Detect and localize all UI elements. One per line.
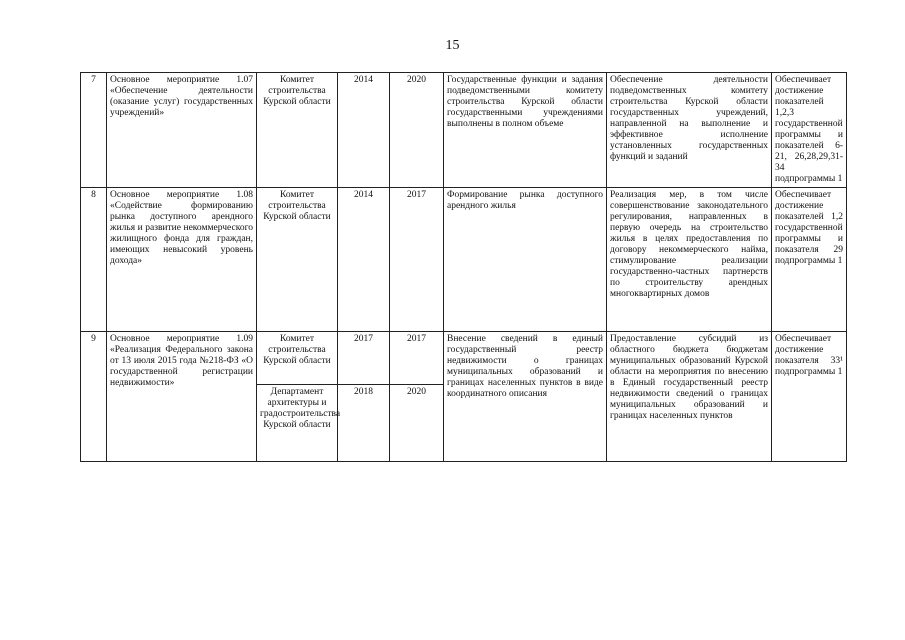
table-row bbox=[81, 188, 847, 332]
table-row bbox=[81, 73, 847, 188]
result-cell: Формирование рынка доступного арендного жилья bbox=[444, 188, 607, 332]
consequences-cell: Предоставление субсидий из областного бюджета бюджетам муниципальных образований Курской области на мероприятия по внесению в Единый государственный реестр недвижимости сведений о границах муниципальных образований и границах населенных пунктов bbox=[607, 332, 772, 462]
executor-cell: Департамент архитектуры и градостроительства Курской области bbox=[257, 385, 338, 462]
row-number: 7 bbox=[81, 73, 107, 188]
start-year-cell: 2014 bbox=[338, 73, 390, 188]
result-cell: Государственные функции и задания подведомственными комитету строительства Курской области государственными учреждениями выполнены в полном объеме bbox=[444, 73, 607, 188]
end-year-cell: 2020 bbox=[390, 385, 444, 462]
consequences-cell: Реализация мер, в том числе совершенствование законодательного регулирования, направленных в первую очередь на строительство жилья в целях предоставления по договору некоммерческого найма, стимулирование реализации государственно-частных партнерств по строительству арендных многоквартирных домов bbox=[607, 188, 772, 332]
table-row bbox=[81, 332, 847, 385]
activities-table bbox=[80, 72, 847, 462]
start-year-cell: 2017 bbox=[338, 332, 390, 385]
result-cell: Внесение сведений в единый государственный реестр недвижимости о границах муниципальных образований и границах населенных пунктов в виде координатного описания bbox=[444, 332, 607, 462]
end-year-cell: 2017 bbox=[390, 188, 444, 332]
executor-cell: Комитет строительства Курской области bbox=[257, 332, 338, 385]
executor-cell: Комитет строительства Курской области bbox=[257, 188, 338, 332]
row-number: 9 bbox=[81, 332, 107, 462]
executor-cell: Комитет строительства Курской области bbox=[257, 73, 338, 188]
start-year-cell: 2018 bbox=[338, 385, 390, 462]
end-year-cell: 2017 bbox=[390, 332, 444, 385]
consequences-cell: Обеспечение деятельности подведомственных комитету строительства Курской области государственных учреждений, направленной на выполнение и эффективное исполнение установленных государственных функций и заданий bbox=[607, 73, 772, 188]
activity-cell: Основное мероприятие 1.09 «Реализация Федерального закона от 13 июля 2015 года №218-ФЗ «О государственной регистрации недвижимости» bbox=[107, 332, 257, 462]
activity-cell: Основное мероприятие 1.08 «Содействие формированию рынка доступного арендного жилья и развитие некоммерческого жилищного фонда для граждан, имеющих невысокий уровень дохода» bbox=[107, 188, 257, 332]
indicators-cell: Обеспечивает достижение показателя 33¹ подпрограммы 1 bbox=[772, 332, 847, 462]
end-year-cell: 2020 bbox=[390, 73, 444, 188]
indicators-cell: Обеспечивает достижение показателей 1,2 государственной программы и показателя 29 подпрограммы 1 bbox=[772, 188, 847, 332]
activity-cell: Основное мероприятие 1.07 «Обеспечение деятельности (оказание услуг) государственных учреждений» bbox=[107, 73, 257, 188]
start-year-cell: 2014 bbox=[338, 188, 390, 332]
indicators-cell: Обеспечивает достижение показателей 1,2,3 государственной программы и показателей 6-21, 26,28,29,31-34 подпрограммы 1 bbox=[772, 73, 847, 188]
page-number: 15 bbox=[445, 38, 460, 53]
row-number: 8 bbox=[81, 188, 107, 332]
